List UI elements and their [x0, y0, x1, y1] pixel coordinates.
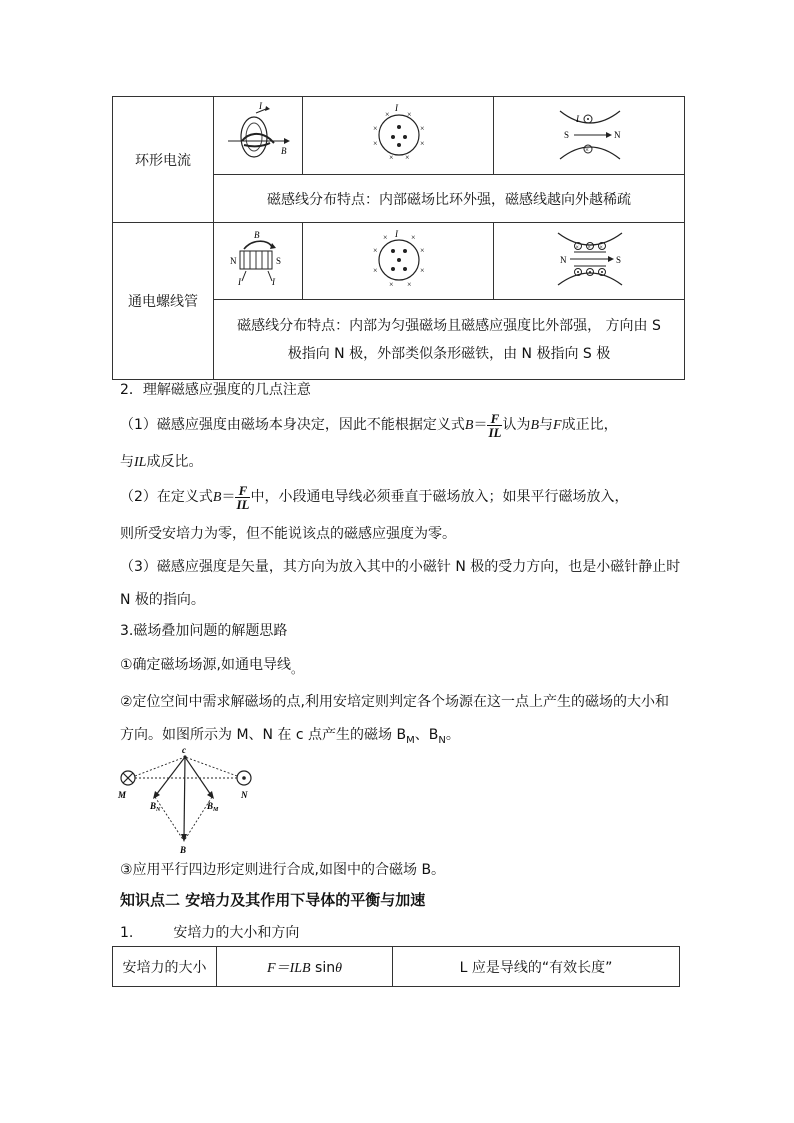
solenoid-diagram-1 — [214, 223, 303, 300]
formula-eq: ＝ — [473, 417, 488, 433]
fraction-denominator: IL — [236, 496, 250, 512]
point-c-label: c — [182, 745, 186, 755]
step1-text: ①确定磁场场源,如通电导线 — [120, 657, 292, 673]
row-label-loop-current: 环形电流 — [113, 97, 214, 223]
loop-current-sideview-figure — [494, 97, 684, 170]
formula-part-c: θ — [335, 960, 342, 976]
formula-eq: ＝ — [221, 489, 236, 505]
current-label: I — [576, 114, 579, 124]
ampere-force-note: L 应是导线的“有效长度” — [393, 947, 680, 987]
vector-BN-label: $B_N$ — [150, 801, 161, 813]
svg-text:×: × — [575, 245, 579, 251]
p1-text-b: 认为 — [502, 417, 531, 433]
field-label: B — [281, 146, 287, 156]
svg-text:×: × — [385, 110, 390, 119]
ampere-force-formula — [217, 947, 393, 987]
formula-B: B — [530, 418, 540, 433]
current-label: I — [238, 277, 241, 287]
knowledge2-title: 知识点二 安培力及其作用下导体的平衡与加速 — [120, 891, 426, 909]
loop-current-diagram-2 — [303, 97, 494, 175]
formula-fraction — [235, 484, 250, 511]
ampere-force-label: 安培力的大小 — [113, 947, 217, 987]
formula-F: F — [553, 418, 562, 433]
resultant-B-label: B — [180, 845, 187, 855]
svg-text:×: × — [389, 153, 394, 162]
section2-point2 — [120, 480, 628, 515]
loop-current-topview-figure — [303, 97, 493, 170]
wire-M-label: M — [118, 790, 127, 800]
p2-text-a: （2）在定义式 — [120, 489, 213, 505]
section2-point2-line2: 则所受安培力为零，但不能说该点的磁感应强度为零。 — [120, 526, 456, 542]
svg-text:×: × — [585, 146, 589, 154]
svg-text:×: × — [389, 280, 394, 289]
fraction-numerator: F — [235, 484, 250, 498]
section2-point1 — [120, 408, 618, 443]
formula-fraction — [487, 412, 502, 439]
svg-text:×: × — [587, 245, 591, 251]
step2-text-b: 、B — [414, 727, 439, 743]
p2-text-b: 中，小段通电导线必须垂直于磁场放入；如果平行磁场放入， — [250, 489, 629, 505]
formula-B: B — [464, 418, 474, 433]
current-label: I — [395, 229, 398, 239]
sub-N: N — [438, 734, 446, 746]
svg-text:×: × — [405, 153, 410, 162]
svg-text:×: × — [420, 139, 425, 148]
current-label: I — [259, 101, 262, 111]
fraction-numerator: F — [487, 412, 502, 426]
svg-text:×: × — [420, 266, 425, 275]
formula-part-b: sin — [310, 959, 336, 976]
s-pole-label: S — [276, 256, 282, 266]
svg-text:×: × — [383, 233, 388, 242]
current-label: I — [395, 103, 398, 113]
loop-current-diagram-1 — [214, 97, 303, 175]
svg-text:×: × — [373, 246, 378, 255]
svg-text:×: × — [599, 245, 603, 251]
row-label-solenoid: 通电螺线管 — [113, 223, 214, 380]
section3-heading: 3.磁场叠加问题的解题思路 — [120, 623, 288, 639]
formula-IL: IL — [134, 455, 147, 470]
svg-text:×: × — [373, 124, 378, 133]
fraction-denominator: IL — [488, 424, 502, 440]
section3-step1 — [120, 654, 303, 677]
svg-text:×: × — [373, 266, 378, 275]
s-pole-label: S — [564, 130, 570, 140]
solenoid-diagram-2 — [303, 223, 494, 300]
section3-step3: ③应用平行四边形定则进行合成,如图中的合磁场 B。 — [120, 862, 446, 878]
solenoid-crosssection-figure — [303, 223, 493, 295]
svg-text:×: × — [407, 280, 412, 289]
section2-point1-line2 — [120, 451, 202, 471]
s-pole-label: S — [616, 255, 622, 265]
p1-text-a: （1）磁感应强度由磁场本身决定，因此不能根据定义式 — [120, 417, 465, 433]
p1-text-d: 成正比， — [561, 417, 618, 433]
sub-M: M — [406, 734, 415, 746]
svg-text:×: × — [420, 124, 425, 133]
solenoid-sideview-figure — [494, 223, 684, 295]
section3-step2-line1: ②定位空间中需求解磁场的点,利用安培定则判定各个场源在这一点上产生的磁场的大小和 — [120, 694, 669, 710]
n-pole-label: N — [560, 255, 567, 265]
svg-text:×: × — [407, 110, 412, 119]
p1-line2-a: 与 — [120, 454, 134, 470]
n-pole-label: N — [230, 256, 237, 266]
solenoid-righthand-figure — [214, 223, 302, 295]
step2-text-c: 。 — [445, 727, 460, 743]
wire-N-label: N — [241, 790, 248, 800]
section2-heading: 2．理解磁感应强度的几点注意 — [120, 382, 311, 398]
n-pole-label: N — [614, 130, 621, 140]
field-superposition-figure — [112, 745, 262, 855]
vector-BM-label: $B_M$ — [207, 801, 219, 813]
field-label: B — [254, 230, 260, 240]
loop-current-righthand-figure — [214, 97, 302, 170]
solenoid-note-line1: 磁感线分布特点：内部为匀强磁场且磁感应强度比外部强， 方向由 S — [237, 317, 661, 334]
ampere-force-table — [112, 946, 680, 987]
loop-current-note: 磁感线分布特点：内部磁场比环外强，磁感线越向外越稀疏 — [214, 175, 685, 223]
solenoid-note-line2: 极指向 N 极，外部类似条形磁铁，由 N 极指向 S 极 — [287, 345, 611, 362]
solenoid-diagram-3 — [494, 223, 685, 300]
magnetic-field-table — [112, 96, 685, 380]
current-label: I — [272, 277, 275, 287]
svg-text:×: × — [420, 246, 425, 255]
svg-text:×: × — [411, 233, 416, 242]
formula-B: B — [212, 490, 222, 505]
solenoid-note — [214, 300, 685, 380]
p1-text-c: 与 — [539, 417, 554, 433]
knowledge2-item1 — [120, 922, 299, 942]
p1-line2-b: 成反比。 — [146, 454, 203, 470]
item1-number: 1. — [120, 925, 134, 941]
item1-text: 安培力的大小和方向 — [173, 925, 300, 941]
svg-text:×: × — [373, 139, 378, 148]
section2-point3-line1: （3）磁感应强度是矢量，其方向为放入其中的小磁针 N 极的受力方向，也是小磁针静止时 — [120, 559, 681, 575]
step2-text-a: 方向。如图所示为 M、N 在 c 点产生的磁场 B — [120, 727, 407, 743]
formula-part-a: F＝ILB — [267, 960, 311, 976]
section2-point3-line2: N 极的指向。 — [120, 592, 205, 608]
loop-current-diagram-3 — [494, 97, 685, 175]
section3-step2-line2 — [120, 724, 460, 746]
step1-mark: 。 — [291, 662, 304, 676]
